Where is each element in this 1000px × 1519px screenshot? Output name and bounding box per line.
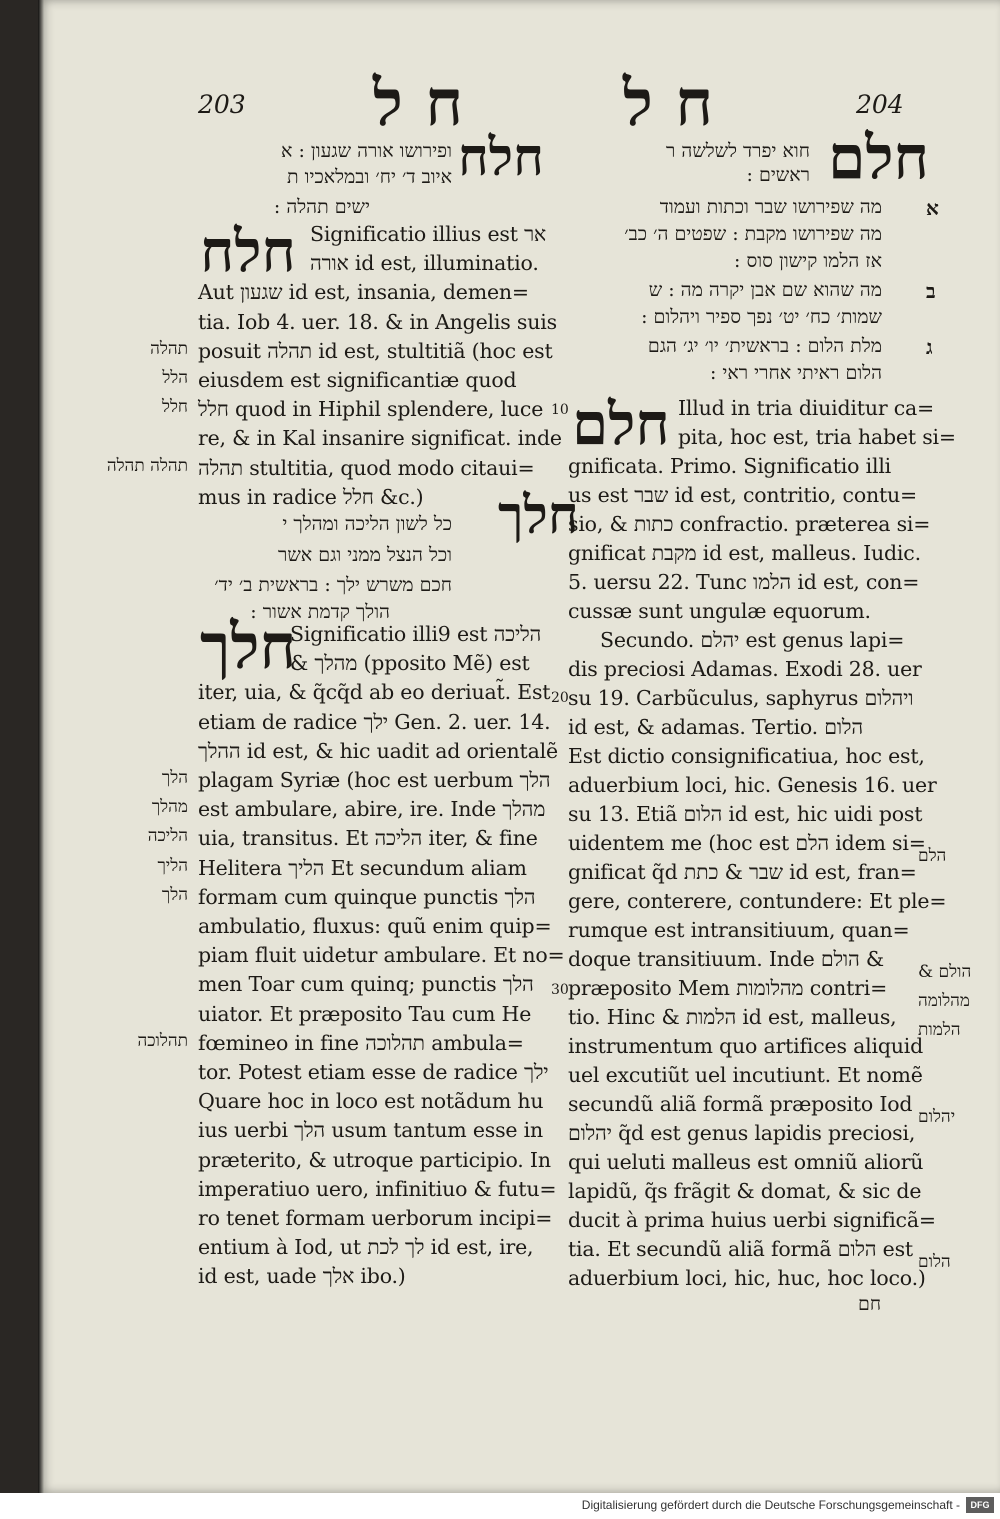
margin-note: תהלה bbox=[150, 338, 188, 359]
text-line: instrumentum quo artifices aliquid bbox=[568, 1034, 924, 1058]
text-line: Aut שגעון id est, insania, demen= bbox=[198, 280, 529, 305]
text-line: su 13. Etiã הלום id est, hic uidi post bbox=[568, 802, 923, 826]
catchword: חם bbox=[858, 1293, 882, 1315]
margin-note: הלל bbox=[162, 368, 188, 388]
text-line: su 19. Carbũculus, saphyrus ויהלום bbox=[568, 686, 914, 710]
text-line: mus in radice חלל &c.) bbox=[198, 484, 424, 509]
line-number: 30 bbox=[551, 982, 569, 998]
margin-note: חלל bbox=[162, 397, 188, 418]
text-line: iter, uia, & q̃cq̃d ab eo deriuat̃. Est bbox=[198, 680, 551, 705]
page-number-right: 204 bbox=[856, 90, 904, 119]
hebrew-line: מה שפירושו שבר וכתות ועמוד bbox=[659, 196, 882, 218]
text-line: id est, uade אלך ibo.) bbox=[198, 1264, 406, 1289]
hebrew-line: כל לשון הליכה ומהלך י bbox=[282, 513, 452, 535]
entry-letter: ג bbox=[926, 335, 933, 359]
text-line: Quare hoc in loco est notãdum hu bbox=[198, 1089, 544, 1114]
text-line: ambulatio, fluxus: quũ enim quip= bbox=[198, 914, 552, 938]
text-line: uia, transitus. Et הליכה iter, & fine bbox=[198, 826, 538, 851]
text-line: tia. Iob 4. uer. 18. & in Angelis suis bbox=[198, 309, 557, 334]
margin-note: הלך bbox=[161, 768, 188, 788]
text-line: cussæ sunt ungulæ equorum. bbox=[568, 599, 871, 623]
hebrew-line: אז הלמו קישון סוס : bbox=[734, 250, 882, 272]
text-line: sio, & כתות confractio. præterea si= bbox=[568, 512, 931, 536]
hebrew-line: הולך קדמת אשור : bbox=[250, 601, 390, 623]
headword: חלך bbox=[498, 485, 579, 546]
text-line: ducit à prima huius uerbi significã= bbox=[568, 1208, 936, 1232]
text-line: uel excutiũt uel incutiunt. Et nomẽ bbox=[568, 1063, 923, 1087]
margin-note: הלמות bbox=[918, 1020, 961, 1040]
text-line: plagam Syriæ (hoc est uerbum הלך bbox=[198, 768, 551, 792]
margin-note: מהלך bbox=[151, 797, 188, 818]
text-line: Significatio illi9 est הליכה bbox=[290, 622, 542, 646]
text-line: us est שבר id est, contritio, contu= bbox=[568, 483, 917, 507]
entry-letter: א bbox=[926, 196, 939, 220]
margin-note: יהלום bbox=[918, 1107, 956, 1127]
text-line: secundũ aliã formã præposito Iod bbox=[568, 1092, 913, 1116]
hebrew-line: חוא יפרד לשלשה ר bbox=[666, 140, 810, 162]
text-line: יהלום q̃d est genus lapidis preciosi, bbox=[568, 1121, 916, 1145]
margin-note: הלום bbox=[918, 1252, 951, 1272]
hebrew-line: איוב ד׳ יח׳ ובמלאכיו ת bbox=[287, 166, 452, 188]
hebrew-line: שמות׳ כח׳ יט׳ נפך ספיר ויהלום : bbox=[641, 306, 882, 328]
margin-note: הלם bbox=[918, 846, 947, 866]
text-line: חלל quod in Hiphil splendere, luce bbox=[198, 397, 544, 422]
text-line: 5. uersu 22. Tunc הלמו id est, con= bbox=[568, 570, 920, 594]
text-line: posuit תהלה id est, stultitiã (hoc est bbox=[198, 338, 553, 363]
text-line: re, & in Kal insanire significat. inde bbox=[198, 426, 562, 451]
book-page bbox=[38, 0, 1000, 1493]
hebrew-line: מה שפירושו מקבת : שפטים ה׳ כב׳ bbox=[624, 223, 882, 245]
headword: חלם bbox=[572, 390, 670, 458]
margin-note: הולם & bbox=[918, 962, 972, 982]
hebrew-line: וכל הנצל ממני וגם אשר bbox=[277, 544, 452, 566]
margin-note: הליך bbox=[157, 855, 188, 876]
text-line: ius uerbi הלך usum tantum esse in bbox=[198, 1118, 544, 1143]
headword: חלח bbox=[200, 217, 296, 285]
text-line: gnificata. Primo. Significatio illi bbox=[568, 454, 892, 478]
headword: חלח bbox=[458, 127, 544, 188]
margin-note: תהלוכה bbox=[137, 1030, 188, 1051]
text-line: gnificat q̃d שבר & כתת id est, fran= bbox=[568, 860, 917, 884]
text-line: ההלך id est, & hic uadit ad orientalẽ bbox=[198, 738, 558, 763]
text-line: Secundo. יהלם est genus lapi= bbox=[600, 628, 905, 652]
text-line: id est, & adamas. Tertio. הלום bbox=[568, 715, 863, 739]
hebrew-line: מלת הלום : בראשית׳ יו׳ יג׳ הגם bbox=[647, 335, 882, 357]
text-line: piam fluit uidetur ambulare. Et no= bbox=[198, 943, 565, 968]
text-line: qui ueluti malleus est omniũ aliorũ bbox=[568, 1150, 924, 1174]
text-line: tia. Et secundũ aliã formã הלום est bbox=[568, 1237, 913, 1261]
text-line: lapidũ, q̃s frãgit & domat, & sic de bbox=[568, 1179, 922, 1203]
margin-note: הליכה bbox=[147, 826, 188, 847]
hebrew-line: חכם משרש ילך : בראשית ב׳ יד׳ bbox=[214, 574, 452, 596]
text-line: fœmineo in fine תהלוכה ambula= bbox=[198, 1030, 524, 1055]
running-head-right: ח ל bbox=[623, 66, 714, 141]
text-line: אורה id est, illuminatio. bbox=[310, 251, 539, 276]
text-line: imperatiuo uero, infinitiuo & futu= bbox=[198, 1176, 557, 1201]
line-number: 10 bbox=[551, 402, 569, 418]
text-line: eiusdem est significantiæ quod bbox=[198, 368, 517, 392]
text-line: Est dictio consignificatiua, hoc est, bbox=[568, 744, 925, 768]
text-line: aduerbium loci, hic, huc, hoc loco.) bbox=[568, 1266, 926, 1290]
headword: חלם bbox=[828, 123, 930, 193]
text-line: dis preciosi Adamas. Exodi 28. uer bbox=[568, 657, 922, 681]
text-line: & מהלך (pposito Mẽ) est bbox=[290, 651, 530, 676]
text-line: præterito, & utroque participio. In bbox=[198, 1147, 551, 1172]
text-line: entium à Iod, ut לך לכת id est, ire, bbox=[198, 1235, 534, 1260]
text-line: tio. Hinc & הלמות id est, malleus, bbox=[568, 1005, 897, 1029]
text-line: Illud in tria diuiditur ca= bbox=[678, 396, 935, 420]
hebrew-line: ופירושו אורה שגעון : א bbox=[281, 140, 452, 162]
dfg-logo-icon: DFG bbox=[966, 1497, 994, 1513]
text-line: doque transitiuum. Inde הולם & bbox=[568, 947, 884, 971]
text-line: gere, conterere, contundere: Et ple= bbox=[568, 889, 947, 913]
text-line: pita, hoc est, tria habet si= bbox=[678, 425, 956, 449]
text-line: aduerbium loci, hic. Genesis 16. uer bbox=[568, 773, 937, 797]
text-line: ro tenet formam uerborum incipi= bbox=[198, 1206, 553, 1230]
footer-credit: Digitalisierung gefördert durch die Deutsche Forschungsgemeinschaft - bbox=[581, 1498, 960, 1512]
text-line: uidentem me (hoc est הלם idem si= bbox=[568, 831, 926, 855]
running-head-left: ח ל bbox=[373, 66, 464, 141]
text-line: rumque est intransitiuum, quan= bbox=[568, 918, 910, 942]
page-number-left: 203 bbox=[198, 90, 246, 119]
hebrew-line: ישים תהלה : bbox=[273, 196, 370, 218]
headword: חלך bbox=[200, 610, 297, 683]
footer-bar bbox=[0, 1493, 1000, 1519]
text-line: uiator. Et præposito Tau cum He bbox=[198, 1001, 532, 1026]
margin-note: תהלה תהלה bbox=[106, 455, 188, 476]
hebrew-line: הלום ראיתי אחרי ראי : bbox=[709, 362, 882, 384]
entry-letter: ב bbox=[926, 279, 936, 303]
text-line: תהלה stultitia, quod modo citaui= bbox=[198, 455, 535, 480]
line-number: 20 bbox=[551, 690, 569, 706]
text-line: est ambulare, abire, ire. Inde מהלך bbox=[198, 797, 546, 822]
text-line: præposito Mem מהלומות contri= bbox=[568, 976, 888, 1000]
text-line: tor. Potest etiam esse de radice ילך bbox=[198, 1060, 549, 1084]
margin-note: הלך bbox=[161, 884, 188, 905]
hebrew-line: ראשים : bbox=[746, 164, 810, 186]
text-line: formam cum quinque punctis הלך bbox=[198, 884, 536, 909]
text-line: men Toar cum quinq; punctis הלך bbox=[198, 972, 534, 997]
text-line: Helitera הליך Et secundum aliam bbox=[198, 855, 527, 880]
text-line: gnificat מקבת id est, malleus. Iudic. bbox=[568, 541, 921, 565]
margin-note: מהלומה bbox=[918, 991, 971, 1011]
text-line: Significatio illius est אר bbox=[310, 222, 547, 246]
hebrew-line: מה שהוא שם אבן יקרה מה : ש bbox=[648, 279, 882, 301]
text-line: etiam de radice ילך Gen. 2. uer. 14. bbox=[198, 709, 551, 734]
